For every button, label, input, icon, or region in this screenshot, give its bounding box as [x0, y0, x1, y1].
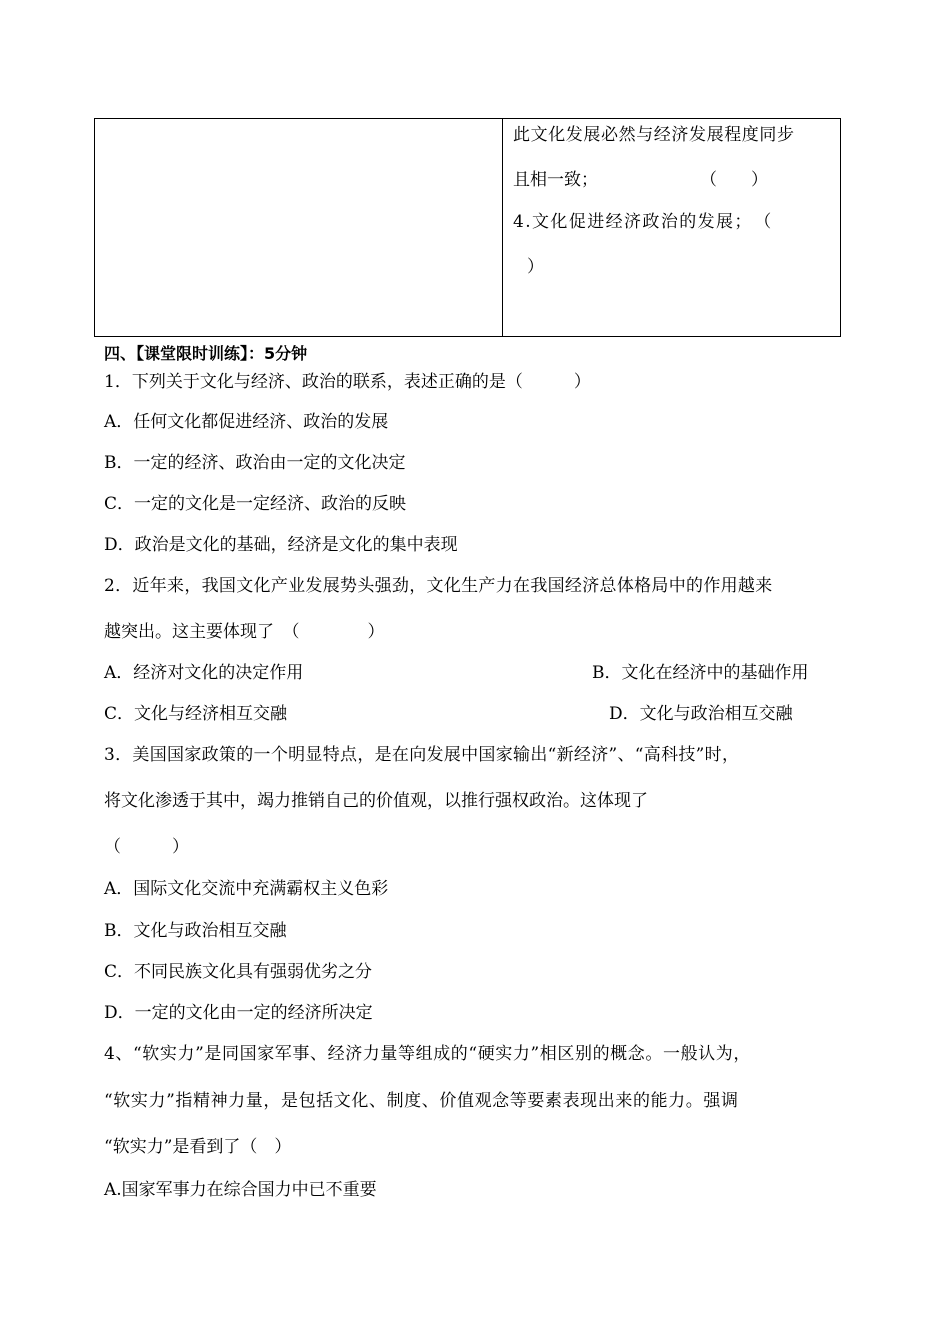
question-3-option-d: D．一定的文化由一定的经济所决定 [104, 1003, 373, 1023]
question-2-stem-line-1: 2．近年来，我国文化产业发展势头强劲，文化生产力在我国经济总体格局中的作用越来 [104, 576, 773, 596]
question-1-option-c: C．一定的文化是一定经济、政治的反映 [104, 494, 407, 514]
table-right-line-1: 此文化发展必然与经济发展程度同步 [513, 125, 795, 145]
table-right-line-4: ） [527, 257, 544, 277]
question-4-option-a: A.国家军事力在综合国力中已不重要 [104, 1180, 377, 1200]
question-3-option-a: A．国际文化交流中充满霸权主义色彩 [104, 879, 389, 899]
question-1-option-b: B．一定的经济、政治由一定的文化决定 [104, 453, 406, 473]
table-column-divider [502, 118, 503, 337]
question-2-option-a: A．经济对文化的决定作用 [104, 663, 304, 683]
question-3-option-b: B．文化与政治相互交融 [104, 921, 287, 941]
question-2-option-b: B．文化在经济中的基础作用 [592, 663, 809, 683]
question-4-stem-line-1: 4、“软实力”是同国家军事、经济力量等组成的“硬实力”相区别的概念。一般认为， [104, 1044, 751, 1064]
question-2-option-d: D．文化与政治相互交融 [609, 704, 793, 724]
question-3-stem-line-2: 将文化渗透于其中，竭力推销自己的价值观，以推行强权政治。这体现了 [104, 791, 648, 811]
question-4-stem-line-2: “软实力”指精神力量，是包括文化、制度、价值观念等要素表现出来的能力。强调 [104, 1091, 739, 1111]
question-2-option-c: C．文化与经济相互交融 [104, 704, 288, 724]
question-3-option-c: C．不同民族文化具有强弱优劣之分 [104, 962, 373, 982]
question-2-stem-line-2: 越突出。这主要体现了 （ ） [104, 622, 385, 642]
table-right-line-2: 且相一致； （ ） [513, 170, 768, 190]
question-1-stem: 1．下列关于文化与经济、政治的联系，表述正确的是（ ） [104, 372, 591, 392]
question-3-stem-line-1: 3．美国国家政策的一个明显特点，是在向发展中国家输出“新经济”、“高科技”时， [104, 745, 740, 765]
question-4-stem-line-3: “软实力”是看到了（ ） [104, 1137, 292, 1157]
table-right-line-3: 4.文化促进经济政治的发展； （ [513, 212, 773, 232]
question-1-option-d: D．政治是文化的基础，经济是文化的集中表现 [104, 535, 458, 555]
question-1-option-a: A．任何文化都促进经济、政治的发展 [104, 412, 389, 432]
question-3-stem-line-3: （ ） [104, 837, 189, 857]
section-title: 四、【课堂限时训练】：5分钟 [104, 344, 308, 363]
